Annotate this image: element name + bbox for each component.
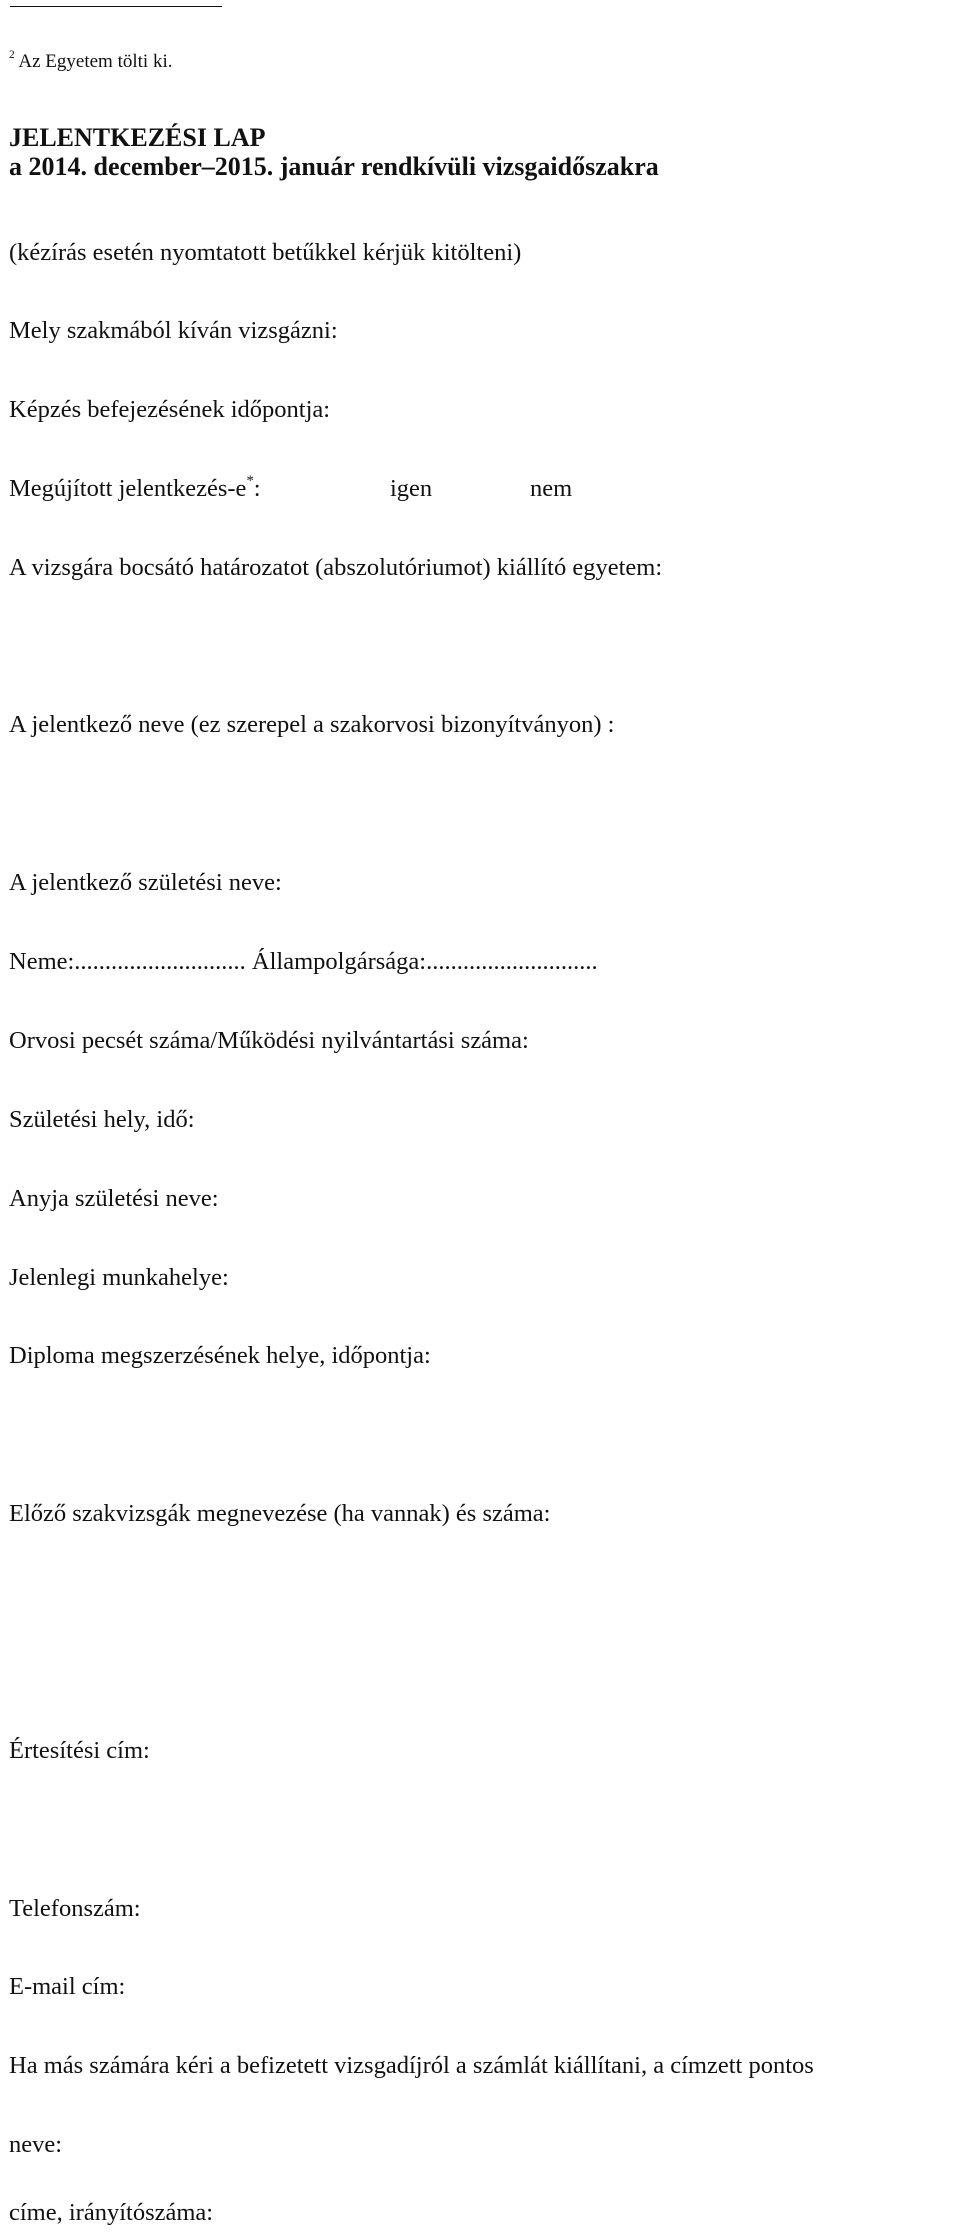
footnote [9, 50, 172, 74]
renewed-colon: : [253, 475, 261, 502]
asterisk-mark: * [246, 472, 254, 489]
option-no[interactable]: nem [530, 475, 573, 502]
field-issuing-university: A vizsgára bocsátó határozatot (abszolutóriumot) kiállító egyetem: [9, 554, 663, 581]
field-invoice-name: neve: [9, 2131, 63, 2158]
field-phone: Telefonszám: [9, 1895, 141, 1922]
field-sex-citizenship: Neme:............................ Állampolgársága:............................ [9, 948, 598, 975]
form-subtitle: a 2014. december–2015. január rendkívüli vizsgaidőszakra [9, 152, 659, 181]
field-diploma: Diploma megszerzésének helye, időpontja: [9, 1342, 431, 1369]
field-stamp-number: Orvosi pecsét száma/Működési nyilvántartási száma: [9, 1027, 529, 1054]
instruction-text: (kézírás esetén nyomtatott betűkkel kérjük kitölteni) [9, 239, 522, 266]
field-birth-name: A jelentkező születési neve: [9, 869, 282, 896]
form-title: JELENTKEZÉSI LAP [9, 123, 266, 152]
field-email: E-mail cím: [9, 1973, 126, 2000]
field-birth-place-date: Születési hely, idő: [9, 1106, 195, 1133]
field-applicant-name: A jelentkező neve (ez szerepel a szakorvosi bizonyítványon) : [9, 711, 615, 738]
footnote-mark: 2 [9, 48, 15, 61]
field-notification-address: Értesítési cím: [9, 1737, 150, 1764]
field-current-workplace: Jelenlegi munkahelye: [9, 1264, 229, 1291]
field-previous-exams: Előző szakvizsgák megnevezése (ha vannak) és száma: [9, 1500, 551, 1527]
footnote-separator-line [10, 6, 222, 7]
field-invoice-address: címe, irányítószáma: [9, 2199, 214, 2226]
field-invoice-note: Ha más számára kéri a befizetett vizsgadíjról a számlát kiállítani, a címzett pontos [9, 2052, 814, 2079]
renewed-label: Megújított jelentkezés-e [9, 475, 247, 502]
field-training-end-date: Képzés befejezésének időpontja: [9, 396, 331, 423]
footnote-text: Az Egyetem tölti ki. [18, 51, 173, 72]
field-renewed-application [9, 474, 261, 504]
field-mother-name: Anyja születési neve: [9, 1185, 219, 1212]
option-yes[interactable]: igen [390, 475, 433, 502]
field-specialty: Mely szakmából kíván vizsgázni: [9, 317, 338, 344]
